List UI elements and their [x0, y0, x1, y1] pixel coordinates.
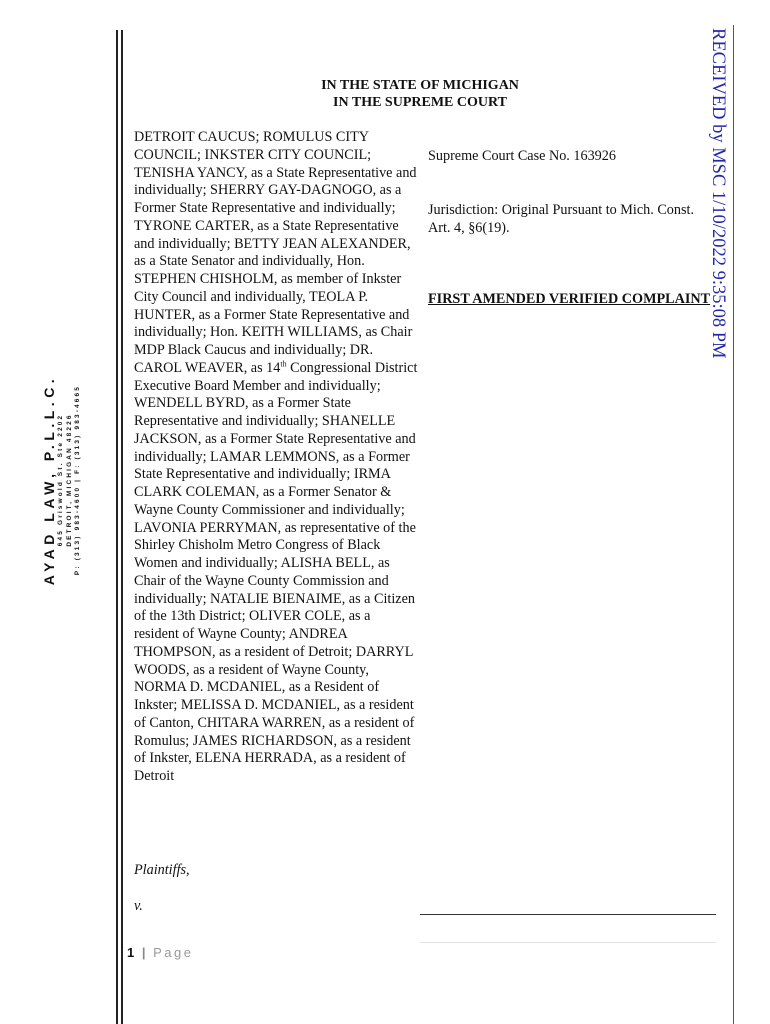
- firm-name: AYAD LAW, P.L.L.C.: [40, 374, 57, 586]
- document-title: FIRST AMENDED VERIFIED COMPLAINT: [428, 291, 711, 307]
- ordinal-suffix: th: [280, 359, 287, 369]
- court-name: IN THE SUPREME COURT: [333, 95, 507, 110]
- party-list-text-continued: Congressional District Executive Board Member and individually; WENDELL BYRD, as a Former State Representative and individually; SHANELLE JACKSON, as a Former State Representative and individually; LAMAR LEMMONS, as a Former State Representative and individually; IRMA CLARK COLEMAN, as a Former Senator & Wayne County Commissioner and individually; LAVONIA PERRYMAN, as representative of the Shirley Chisholm Metro Congress of Black Women and individually; ALISHA BELL, as Chair of the Wayne County Commission and individually; NATALIE BIENAIME, as a Citizen of the 13th District; OLIVER COLE, as a resident of Wayne County; ANDREA THOMPSON, as a resident of Detroit; DARRYL WOODS, as a resident of Wayne County, NORMA D. MCDANIEL, as a Resident of Inkster; MELISSA D. MCDANIEL, as a resident of Canton, CHITARA WARREN, as a resident of Romulus; JAMES RICHARDSON, as a resident of Inkster, ELENA HERRADA, as a resident of Detroit: [134, 359, 418, 784]
- right-margin-rule: [733, 25, 734, 1024]
- footer-divider: |: [141, 945, 146, 960]
- footer-separator: [420, 942, 716, 943]
- left-margin-rule-inner: [121, 30, 123, 1024]
- page-label: Page: [153, 945, 194, 960]
- firm-phone: P: (313) 983-4600 | F: (313) 983-4665: [73, 384, 81, 576]
- versus-label: v.: [134, 898, 143, 914]
- party-list-text: DETROIT CAUCUS; ROMULUS CITY COUNCIL; INKSTER CITY COUNCIL; TENISHA YANCY, as a State Representative and individually; SHERRY GAY-DAGNOGO, as a Former State Representative and individually; TYRONE CARTER, as a State Representative and individually; BETTY JEAN ALEXANDER, as a State Senator and individually, Hon. STEPHEN CHISHOLM, as member of Inkster City Council and individually, TEOLA P. HUNTER, as a Former State Representative and individually; Hon. KEITH WILLIAMS, as Chair MDP Black Caucus and individually; DR. CAROL WEAVER, as 14: [134, 129, 417, 376]
- left-margin-rule: [116, 30, 118, 1024]
- received-stamp-text: RECEIVED by MSC 1/10/2022 9:35:08 PM: [708, 28, 728, 359]
- firm-address: 645 Griswold St. Ste 2202: [56, 413, 64, 547]
- party-list: [134, 129, 418, 786]
- plaintiffs-label: Plaintiffs,: [134, 862, 190, 878]
- court-state: IN THE STATE OF MICHIGAN: [321, 78, 519, 93]
- case-number: Supreme Court Case No. 163926: [428, 148, 616, 164]
- firm-city: DETROIT, MICHIGAN 48226: [65, 413, 73, 547]
- court-heading: [200, 77, 640, 111]
- page-footer: [127, 945, 194, 960]
- caption-separator: [420, 914, 716, 915]
- page-number: 1: [127, 945, 135, 960]
- jurisdiction: Jurisdiction: Original Pursuant to Mich. Const. Art. 4, §6(19).: [428, 202, 695, 236]
